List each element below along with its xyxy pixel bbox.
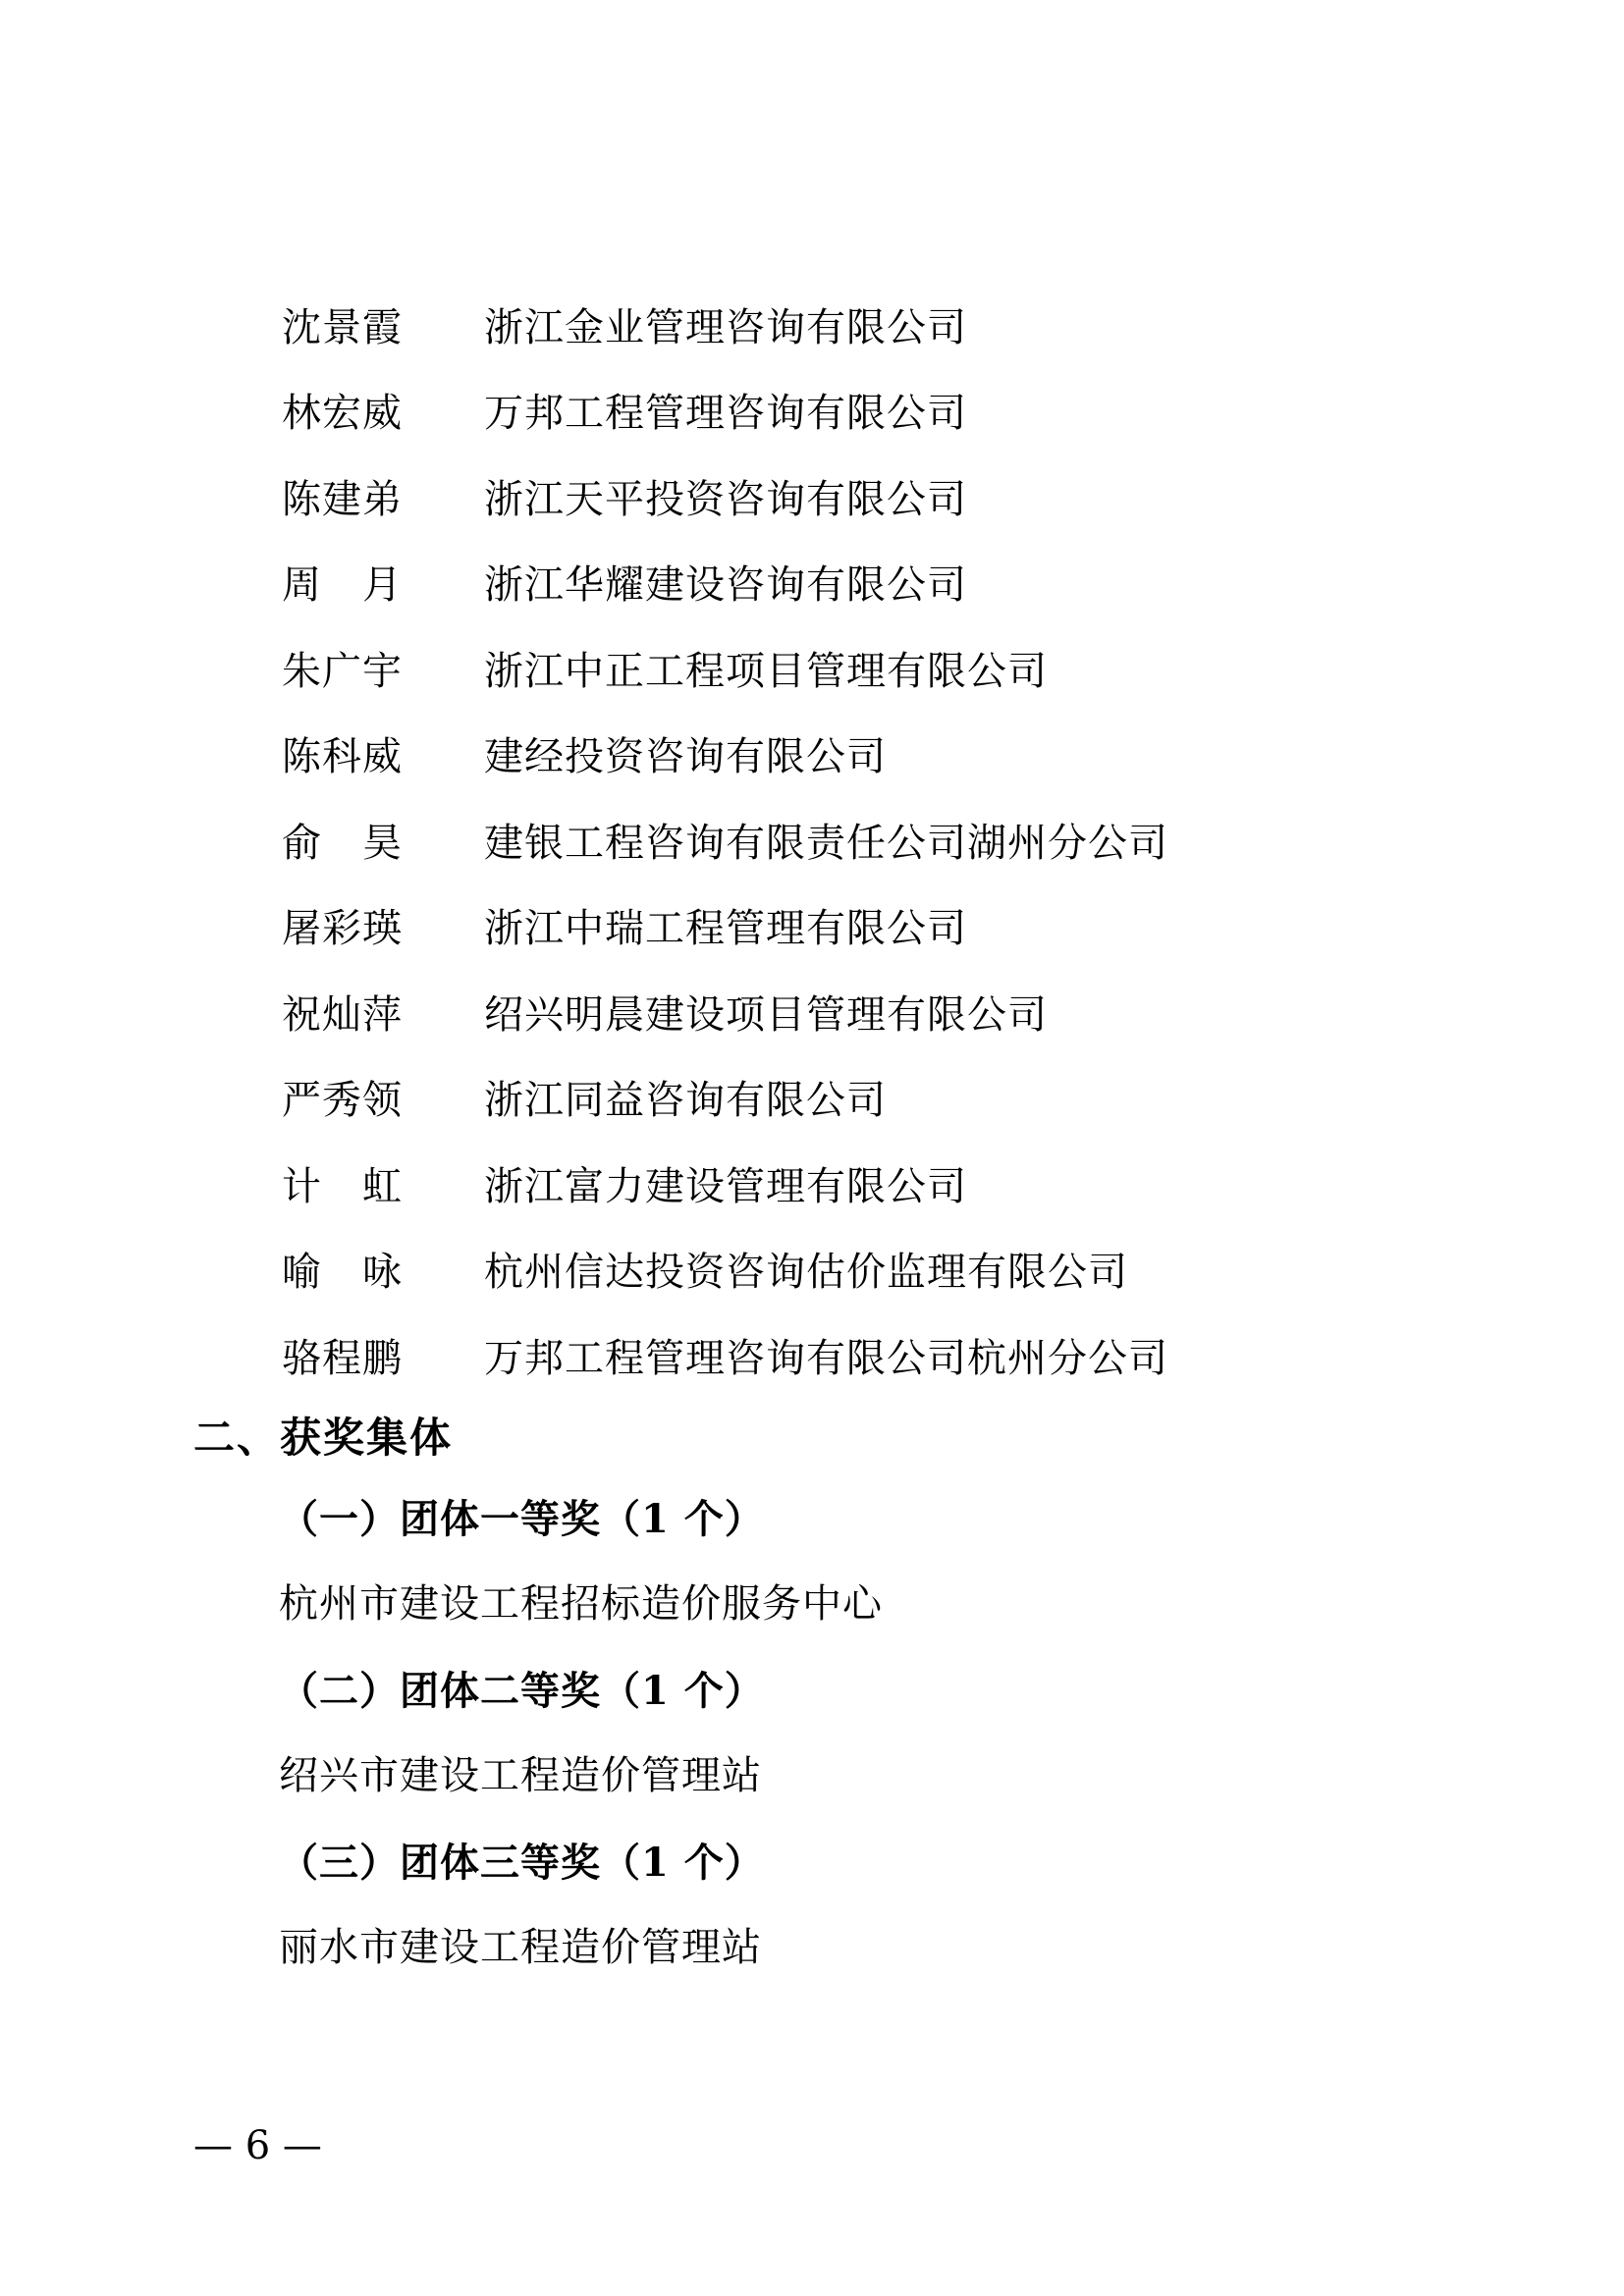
person-name: 陈科威	[282, 734, 403, 780]
person-row	[282, 543, 1460, 629]
group-award-second	[279, 1648, 1457, 1819]
person-organization: 万邦工程管理咨询有限公司	[484, 391, 967, 437]
person-row	[282, 456, 1460, 543]
section-heading: 二、获奖集体	[193, 1414, 454, 1462]
person-row	[282, 1058, 1460, 1145]
person-row	[282, 715, 1460, 801]
award-organization: 杭州市建设工程招标造价服务中心	[279, 1581, 883, 1627]
person-name: 计 虹	[282, 1163, 403, 1209]
person-organization: 杭州信达投资咨询估价监理有限公司	[484, 1250, 1128, 1296]
person-row	[282, 628, 1460, 715]
person-name: 陈建弟	[282, 476, 403, 522]
person-organization: 绍兴明晨建设项目管理有限公司	[484, 991, 1048, 1038]
person-organization: 建银工程咨询有限责任公司湖州分公司	[484, 820, 1168, 866]
individual-award-list	[282, 285, 1460, 1402]
person-row	[282, 285, 1460, 371]
person-organization: 浙江同益咨询有限公司	[484, 1078, 887, 1124]
person-row	[282, 800, 1460, 886]
award-title: （二）团体二等奖（1 个）	[279, 1668, 765, 1714]
person-name: 祝灿萍	[282, 991, 403, 1038]
award-title: （三）团体三等奖（1 个）	[279, 1840, 765, 1886]
person-row	[282, 886, 1460, 973]
person-row	[282, 371, 1460, 457]
person-name: 俞 昊	[282, 820, 403, 866]
group-award-third	[279, 1820, 1457, 1991]
person-organization: 万邦工程管理咨询有限公司杭州分公司	[484, 1335, 1168, 1381]
person-row	[282, 1230, 1460, 1316]
award-organization: 丽水市建设工程造价管理站	[279, 1925, 762, 1970]
person-name: 林宏威	[282, 391, 403, 437]
person-organization: 浙江中瑞工程管理有限公司	[484, 906, 967, 952]
person-organization: 浙江金业管理咨询有限公司	[484, 304, 967, 350]
award-organization: 绍兴市建设工程造价管理站	[279, 1753, 762, 1798]
award-title: （一）团体一等奖（1 个）	[279, 1496, 765, 1542]
person-organization: 建经投资咨询有限公司	[484, 734, 887, 780]
person-name: 严秀领	[282, 1078, 403, 1124]
person-organization: 浙江天平投资咨询有限公司	[484, 476, 967, 522]
person-row	[282, 972, 1460, 1058]
person-name: 屠彩瑛	[282, 906, 403, 952]
person-name: 沈景霞	[282, 304, 403, 350]
person-row	[282, 1144, 1460, 1230]
person-name: 朱广宇	[282, 648, 403, 694]
person-organization: 浙江富力建设管理有限公司	[484, 1163, 967, 1209]
page-number: — 6 —	[193, 2123, 322, 2168]
person-organization: 浙江华耀建设咨询有限公司	[484, 562, 967, 609]
person-row	[282, 1315, 1460, 1402]
person-name: 喻 咏	[282, 1250, 403, 1296]
group-award-first	[279, 1476, 1457, 1647]
person-name: 周 月	[282, 562, 403, 609]
person-organization: 浙江中正工程项目管理有限公司	[484, 648, 1048, 694]
person-name: 骆程鹏	[282, 1335, 403, 1381]
